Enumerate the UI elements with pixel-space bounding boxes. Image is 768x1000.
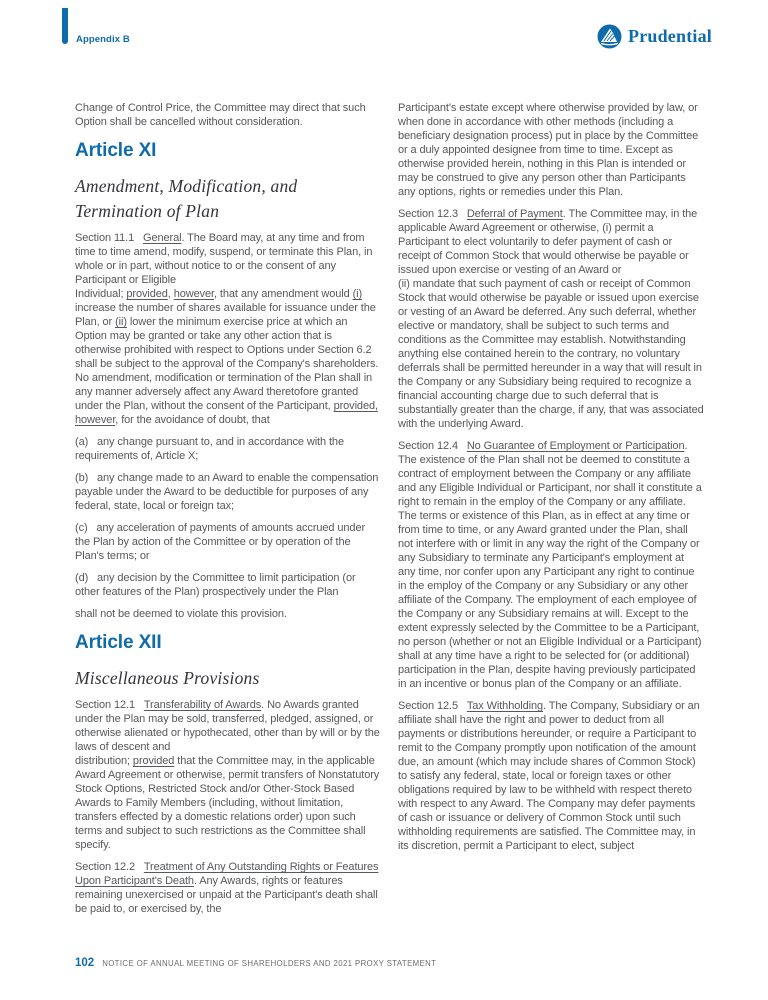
appendix-label: Appendix B (76, 34, 130, 45)
section-subtitle: Amendment, Modification, and Termination of Plan (75, 176, 298, 221)
body-paragraph: Section 12.2 Treatment of Any Outstanding Rights or Features Upon Participant's Death. Any Awards, rights or features remaining unexercised or unpaid at the Participant's death shall be paid to, or exercised by, the (75, 861, 379, 915)
section-subtitle: Miscellaneous Provisions (75, 668, 260, 688)
list-item-c: (c) any acceleration of payments of amounts accrued under the Plan by action of the Committee or by operation of the Plan's terms; or (75, 522, 366, 562)
body-paragraph: Section 11.1 General. The Board may, at any time and from time to time amend, modify, suspend, or terminate this Plan, in whole or in part, without notice to or the consent of any Participant or Eligible Individual; provided, however, that any amendment would (i) increase the number of shares available for issuance under the Plan, or (ii) lower the minimum exercise price at which an Option may be granted or take any other action that is otherwise prohibited with respect to Options under Section 6.2 shall be subject to the approval of the Company's shareholders. No amendment, modification or termination of the Plan shall in any manner adversely affect any Award theretofore granted under the Plan, without the consent of the Participant, provided, however, for the avoidance of doubt, that (75, 232, 379, 426)
prudential-rock-icon (597, 24, 622, 49)
body-paragraph: Change of Control Price, the Committee may direct that such Option shall be cancelled without consideration. (75, 102, 366, 128)
prudential-logo (597, 24, 712, 49)
article-heading: Article XI (75, 140, 157, 161)
body-paragraph: Section 12.1 Transferability of Awards. No Awards granted under the Plan may be sold, transferred, pledged, assigned, or otherwise alienated or hypothecated, other than by will or by the laws of descent and distribution; provided that the Committee may, in the applicable Award Agreement or otherwise, permit transfers of Nonstatutory Stock Options, Restricted Stock and/or Other-Stock Based Awards to Family Members (including, without limitation, transfers effected by a domestic relations order) upon such terms and subject to such restrictions as the Committee shall specify. (75, 699, 380, 851)
body-paragraph: Section 12.3 Deferral of Payment. The Committee may, in the applicable Award Agreement or otherwise, (i) permit a Participant to elect voluntarily to defer payment of cash or receipt of Common Stock that would otherwise be payable or issued upon exercise or vesting of an Award or (ii) mandate that such payment of cash or receipt of Common Stock that would otherwise be payable or issued upon exercise or vesting of an Award be deferred. Any such deferral, whether elective or mandatory, shall be subject to such terms and conditions as the Committee may establish. Notwithstanding anything else contained herein to the contrary, no voluntary deferrals shall be permitted hereunder in a way that will result in the Company or any Subsidiary being required to recognize a financial accounting charge due to such deferral that is substantially greater than the charge, if any, that was associated with the underlying Award. (398, 208, 704, 430)
left-column (75, 101, 381, 924)
list-item-d: (d) any decision by the Committee to limit participation (or other features of the Plan) prospectively under the Plan (75, 572, 356, 598)
body-paragraph: Section 12.4 No Guarantee of Employment or Participation. The existence of the Plan shall not be deemed to constitute a contract of employment between the Company or any affiliate and any Eligible Individual or Participant, nor shall it constitute a right to remain in the employ of the Company or any affiliate. The terms or existence of this Plan, as in effect at any time or from time to time, or any Award granted under the Plan, shall not interfere with or limit in any way the right of the Company or any Subsidiary to terminate any Participant's employment at any time, nor confer upon any Participant any right to continue in the employ of the Company or any Subsidiary or any other affiliate of the Company. The employment of each employee of the Company or any Subsidiary remains at will. Except to the extent expressly selected by the Committee to be a Participant, no person (whether or not an Eligible Individual or a Participant) shall at any time have a right to be selected for (or additional) participation in the Plan, despite having previously participated in an incentive or bonus plan of the Company or an affiliate. (398, 440, 702, 690)
body-paragraph: Participant's estate except where otherwise provided by law, or when done in accordance with other methods (including a beneficiary designation process) put in place by the Committee or a duly appointed designee from time to time. Except as otherwise provided herein, nothing in this Plan is intended or may be construed to give any person other than Participants any options, rights or remedies under this Plan. (398, 102, 699, 198)
footer-text: NOTICE OF ANNUAL MEETING OF SHAREHOLDERS AND 2021 PROXY STATEMENT (102, 959, 437, 968)
list-item-b: (b) any change made to an Award to enable the compensation payable under the Award to be deductible for purposes of any federal, state, local or foreign tax; (75, 472, 379, 512)
list-item-a: (a) any change pursuant to, and in accordance with the requirements of, Article X; (75, 436, 344, 462)
prudential-wordmark: Prudential (628, 26, 713, 46)
right-column (398, 101, 704, 861)
footer (75, 957, 436, 969)
body-paragraph: Section 12.5 Tax Withholding. The Company, Subsidiary or an affiliate shall have the right and power to deduct from all payments or distributions hereunder, or require a Participant to remit to the Company promptly upon notification of the amount due, an amount (which may include shares of Common Stock) to satisfy any federal, state, local or foreign taxes or other obligations required by law to be withheld with respect thereto with respect to any Award. The Company may defer payments of cash or issuance or delivery of Common Stock until such withholding requirements are satisfied. The Committee may, in its discretion, permit a Participant to elect, subject (398, 700, 700, 852)
body-paragraph: shall not be deemed to violate this provision. (75, 608, 287, 620)
article-heading: Article XII (75, 632, 162, 653)
page-number: 102 (75, 957, 95, 969)
appendix-accent-bar (62, 8, 68, 44)
